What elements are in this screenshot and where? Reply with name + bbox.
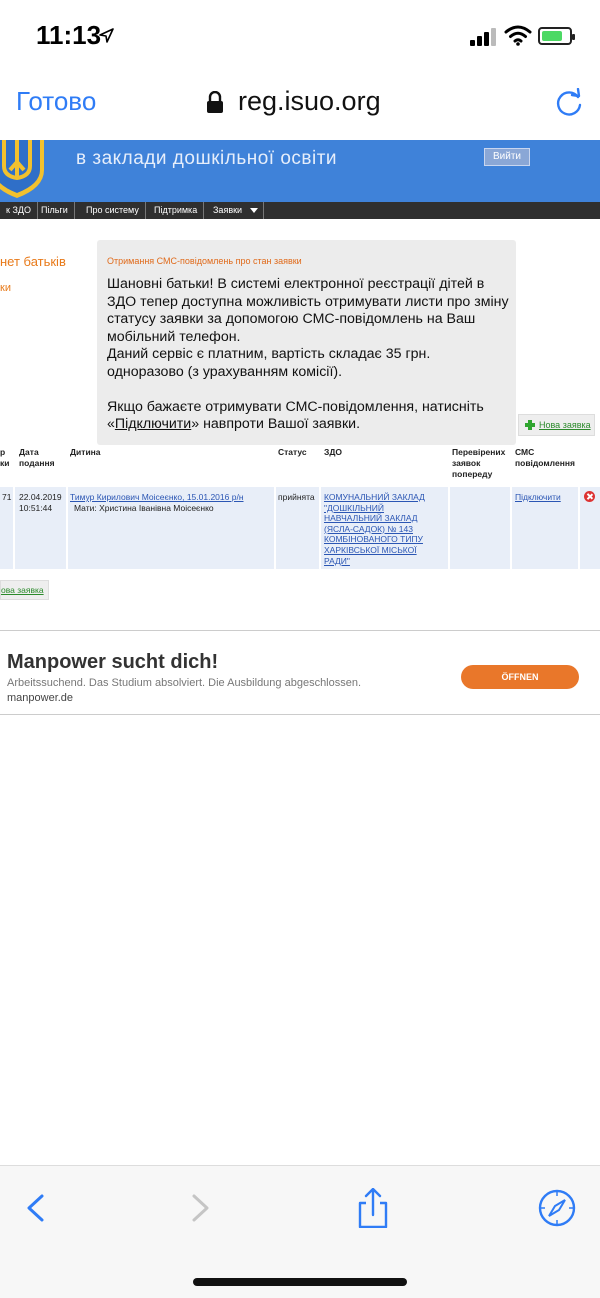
- sms-notice-box: [97, 240, 516, 445]
- column-divider: [510, 487, 512, 569]
- battery-icon: [538, 27, 572, 45]
- column-divider: [578, 487, 580, 569]
- done-button[interactable]: Готово: [16, 86, 97, 116]
- reload-icon[interactable]: [554, 88, 584, 118]
- chevron-down-icon: [250, 208, 258, 213]
- home-indicator[interactable]: [193, 1278, 407, 1286]
- col-header-date: Дата подання: [19, 447, 55, 468]
- ad-title[interactable]: Manpower sucht dich!: [7, 651, 219, 673]
- address-bar[interactable]: reg.isuo.org: [238, 86, 381, 116]
- cabinet-subtitle[interactable]: ки: [0, 282, 11, 294]
- new-request-button[interactable]: [518, 414, 595, 436]
- col-header-checked: Перевірених заявок попереду: [452, 447, 506, 479]
- browser-top-bar: [0, 76, 600, 140]
- column-divider: [319, 487, 321, 569]
- lock-icon: [206, 91, 224, 113]
- nav-item-about[interactable]: Про систему: [80, 202, 146, 219]
- ad-description: Arbeitssuchend. Das Studium absolviert. Die Ausbildung abgeschlossen.: [7, 677, 362, 689]
- back-icon[interactable]: [16, 1188, 56, 1228]
- cell-mother: Мати: Христина Іванівна Моісеєнко: [74, 503, 214, 513]
- sms-notice-paragraph: Даний сервіс є платним, вартість складає 35 грн. одноразово (з урахуванням комісії).: [107, 346, 431, 380]
- cell-date: 22.04.2019 10:51:44: [19, 492, 62, 513]
- location-arrow-icon: [99, 28, 114, 43]
- ad-banner[interactable]: [0, 630, 600, 715]
- new-request-button-bottom[interactable]: ова заявка: [0, 580, 49, 600]
- wifi-icon: [504, 24, 532, 46]
- ad-open-button[interactable]: ÖFFNEN: [461, 665, 579, 689]
- status-bar: [0, 0, 600, 76]
- logout-button[interactable]: Вийти: [484, 148, 530, 166]
- column-divider: [274, 487, 276, 569]
- connect-link[interactable]: Підключити: [114, 416, 192, 433]
- sms-notice-title: Отримання СМС-повідомлень про стан заявки: [107, 256, 302, 266]
- sms-notice-paragraph: Шановні батьки! В системі електронної реєстрації дітей в ЗДО тепер доступна можливість отримувати листи про зміну статусу заявки за допомогою СМС-повідомлень на Ваш мобільний телефон.: [107, 276, 509, 345]
- cell-status: прийнята: [278, 492, 315, 502]
- sms-notice-text-after: » навпроти Вашої заявки.: [191, 416, 361, 433]
- cell-zdo-link[interactable]: КОМУНАЛЬНИЙ ЗАКЛАД "ДОШКІЛЬНИЙ НАВЧАЛЬНИЙ ЗАКЛАД (ЯСЛА-САДОК) № 143 КОМБІНОВАНОГО ТИПУ ХАРКІВСЬКОЇ МІСЬКОЇ РАДИ": [324, 492, 425, 566]
- signal-icon: [470, 26, 498, 46]
- cell-sms-connect-link[interactable]: Підключити: [515, 492, 561, 502]
- main-nav: [0, 202, 600, 219]
- col-header-status: Статус: [278, 447, 307, 457]
- col-header-zdo: ЗДО: [324, 447, 342, 457]
- sms-notice-text: [107, 276, 509, 434]
- nav-item-support[interactable]: Підтримка: [148, 202, 204, 219]
- delete-icon[interactable]: [584, 491, 595, 502]
- header-subtitle: в заклади дошкільної освіти: [76, 148, 338, 169]
- nav-item-benefits[interactable]: Пільги: [35, 202, 75, 219]
- new-request-label: Нова заявка: [539, 420, 591, 430]
- ad-domain: manpower.de: [7, 692, 74, 704]
- browser-bottom-toolbar: [0, 1165, 600, 1298]
- column-divider: [66, 487, 68, 569]
- nav-item-zdo[interactable]: к ЗДО: [0, 202, 38, 219]
- col-header-number: р ки: [0, 447, 10, 468]
- cabinet-title: нет батьків: [0, 254, 66, 269]
- nav-item-requests[interactable]: Заявки: [207, 202, 264, 219]
- col-header-sms: СМС повідомлення: [515, 447, 575, 468]
- share-icon[interactable]: [353, 1188, 393, 1228]
- status-time: 11:13: [36, 20, 102, 50]
- column-divider: [448, 487, 450, 569]
- forward-icon[interactable]: [180, 1188, 220, 1228]
- plus-icon: [525, 420, 535, 430]
- sms-notice-text-before: Якщо бажаєте отримувати СМС-повідомлення, натисніть «: [107, 398, 484, 433]
- column-divider: [13, 487, 15, 569]
- cell-child-link[interactable]: Тимур Кирилович Моісеєнко, 15.01.2016 р/н: [70, 492, 244, 502]
- trident-emblem-icon: [0, 140, 52, 198]
- sms-notice-paragraph: [107, 399, 509, 434]
- site-header: [0, 140, 600, 202]
- compass-icon[interactable]: [537, 1188, 577, 1228]
- col-header-child: Дитина: [70, 447, 101, 457]
- cell-number: 71: [2, 492, 12, 502]
